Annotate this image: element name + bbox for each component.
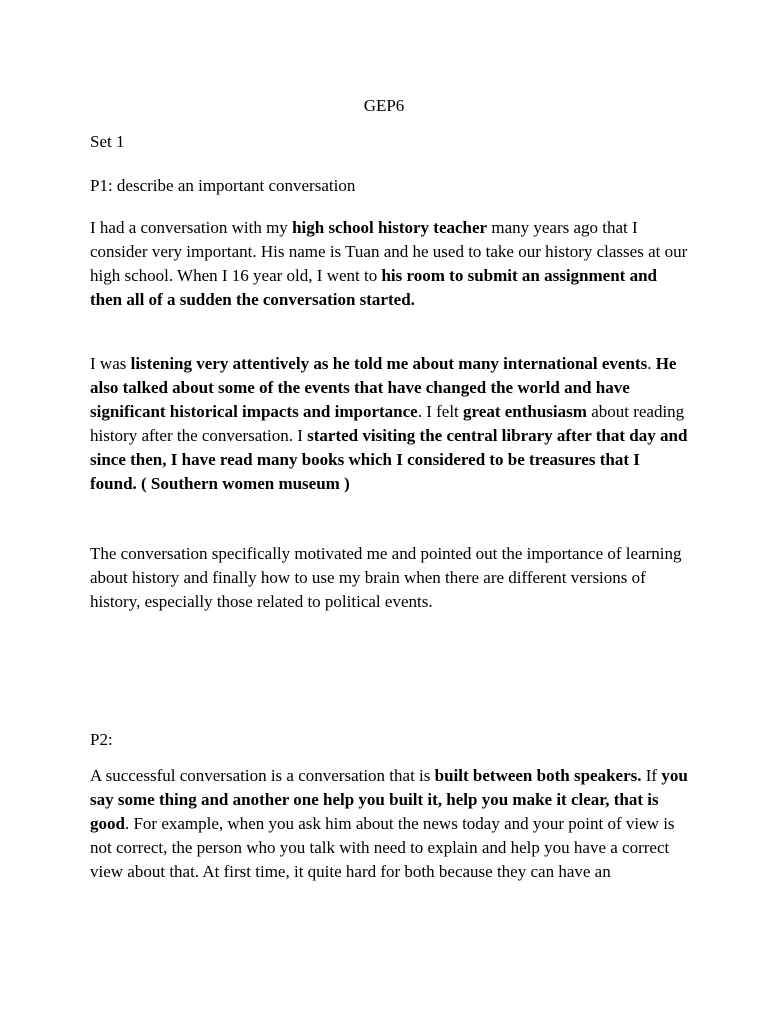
paragraph-2-text: I was xyxy=(90,354,131,373)
paragraph-1-text: I had a conversation with my xyxy=(90,218,293,237)
paragraph-p2 xyxy=(90,764,690,884)
paragraph-p2-text: A successful conversation is a conversation that is xyxy=(90,766,435,785)
set-label: Set 1 xyxy=(90,132,125,151)
paragraph-2-bold: He also talked about some of the events that have changed the world and have significant historical impacts and importance xyxy=(90,354,677,421)
paragraph-p2-text: If xyxy=(641,766,662,785)
paragraph-2-bold: great enthusiasm xyxy=(463,402,587,421)
paragraph-2 xyxy=(90,352,690,496)
paragraph-1-bold: his room to submit an assignment and then all of a sudden the conversation started. xyxy=(90,266,657,309)
paragraph-2-text: . xyxy=(647,354,656,373)
paragraph-p2-bold: you say some thing and another one help you built it, help you make it clear, that is good xyxy=(90,766,688,833)
paragraph-2-text: . I felt xyxy=(417,402,464,421)
paragraph-1 xyxy=(90,216,690,312)
p1-heading: P1: describe an important conversation xyxy=(90,176,356,195)
paragraph-3 xyxy=(90,542,690,614)
paragraph-2-bold: listening very attentively as he told me about many international events xyxy=(130,354,648,373)
paragraph-2-bold: started visiting the central library after that day and since then, I have read many books which I considered to be treasures that I found. ( Southern women museum ) xyxy=(90,426,688,493)
paragraph-1-bold: high school history teacher xyxy=(292,218,488,237)
p2-heading: P2: xyxy=(90,730,113,749)
paragraph-p2-text: . For example, when you ask him about the news today and your point of view is not correct, the person who you talk with need to explain and help you have a correct view about that. At first time, it quite hard for both because they can have an xyxy=(90,814,675,881)
paragraph-1-text: many years ago that I consider very important. His name is Tuan and he used to take our history classes at our high school. When I 16 year old, I went to xyxy=(90,218,688,285)
paragraph-p2-bold: built between both speakers. xyxy=(434,766,642,785)
paragraph-3-text: The conversation specifically motivated me and pointed out the importance of learning about history and finally how to use my brain when there are different versions of history, especially those related to political events. xyxy=(90,544,682,611)
document-title: GEP6 xyxy=(363,96,405,115)
paragraph-2-text: about reading history after the conversation. I xyxy=(90,402,685,445)
